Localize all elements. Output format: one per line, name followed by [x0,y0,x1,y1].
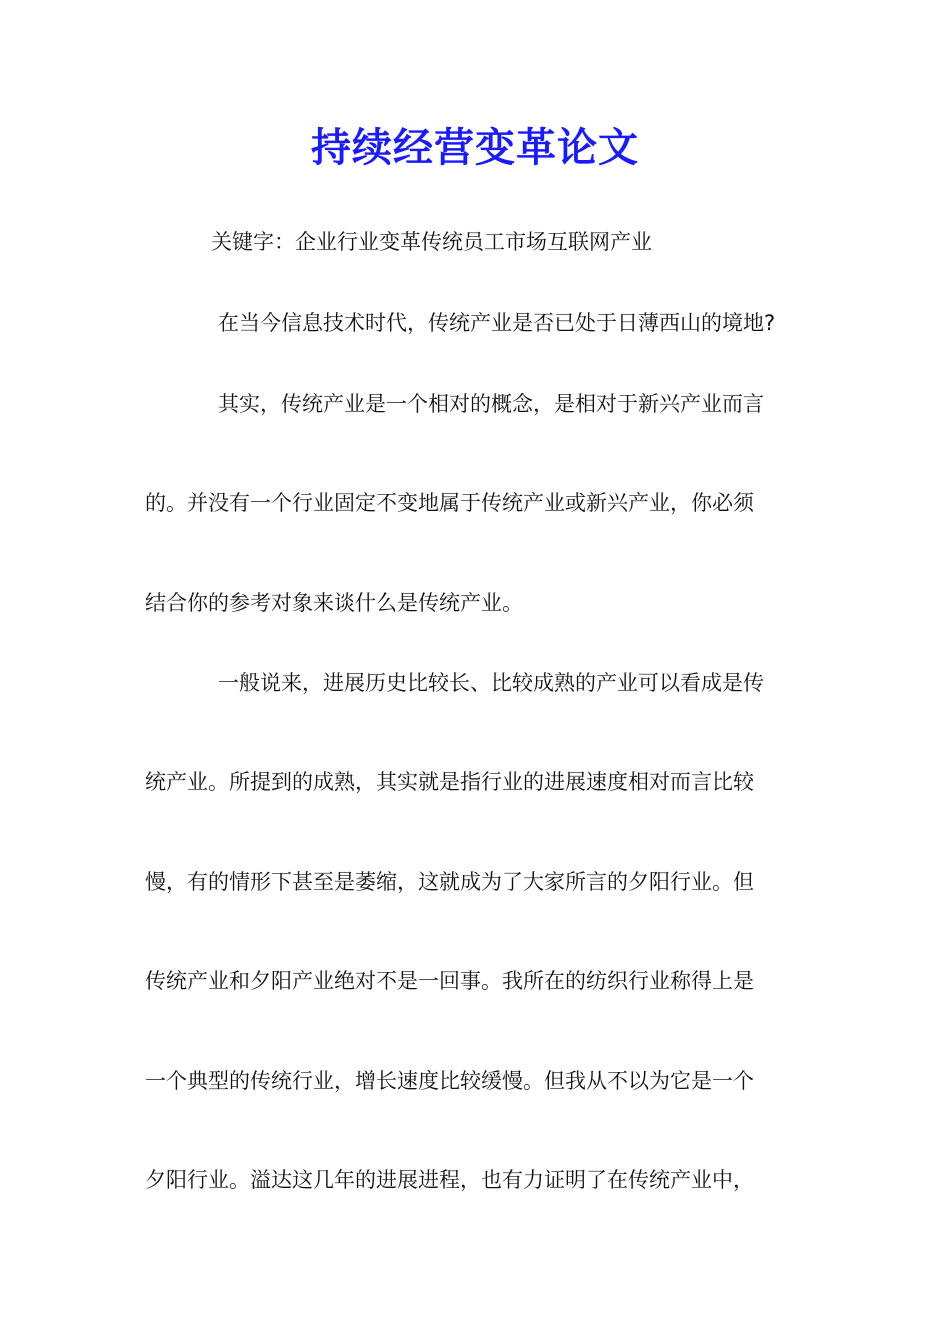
paragraph-3-line-4: 传统产业和夕阳产业绝对不是一回事。我所在的纺织行业称得上是 [145,969,754,993]
paragraph-2-line-3: 结合你的参考对象来谈什么是传统产业。 [145,591,523,615]
paragraph-3-line-5: 一个典型的传统行业，增长速度比较缓慢。但我从不以为它是一个 [145,1069,754,1093]
paragraph-2-line-1: 其实，传统产业是一个相对的概念，是相对于新兴产业而言 [218,392,764,416]
paragraph-2-line-2: 的。并没有一个行业固定不变地属于传统产业或新兴产业，你必须 [145,491,754,515]
document-title: 持续经营变革论文 [311,124,639,171]
paragraph-3-line-3: 慢，有的情形下甚至是萎缩，这就成为了大家所言的夕阳行业。但 [145,870,754,894]
keywords-line: 关键字：企业行业变革传统员工市场互联网产业 [211,230,652,254]
paragraph-3-line-6: 夕阳行业。溢达这几年的进展进程，也有力证明了在传统产业中， [145,1168,754,1192]
paragraph-3-line-2: 统产业。所提到的成熟，其实就是指行业的进展速度相对而言比较 [145,770,754,794]
paragraph-1-line-1: 在当今信息技术时代，传统产业是否已处于日薄西山的境地? [218,311,776,335]
paragraph-3-line-1: 一般说来，进展历史比较长、比较成熟的产业可以看成是传 [218,671,764,695]
